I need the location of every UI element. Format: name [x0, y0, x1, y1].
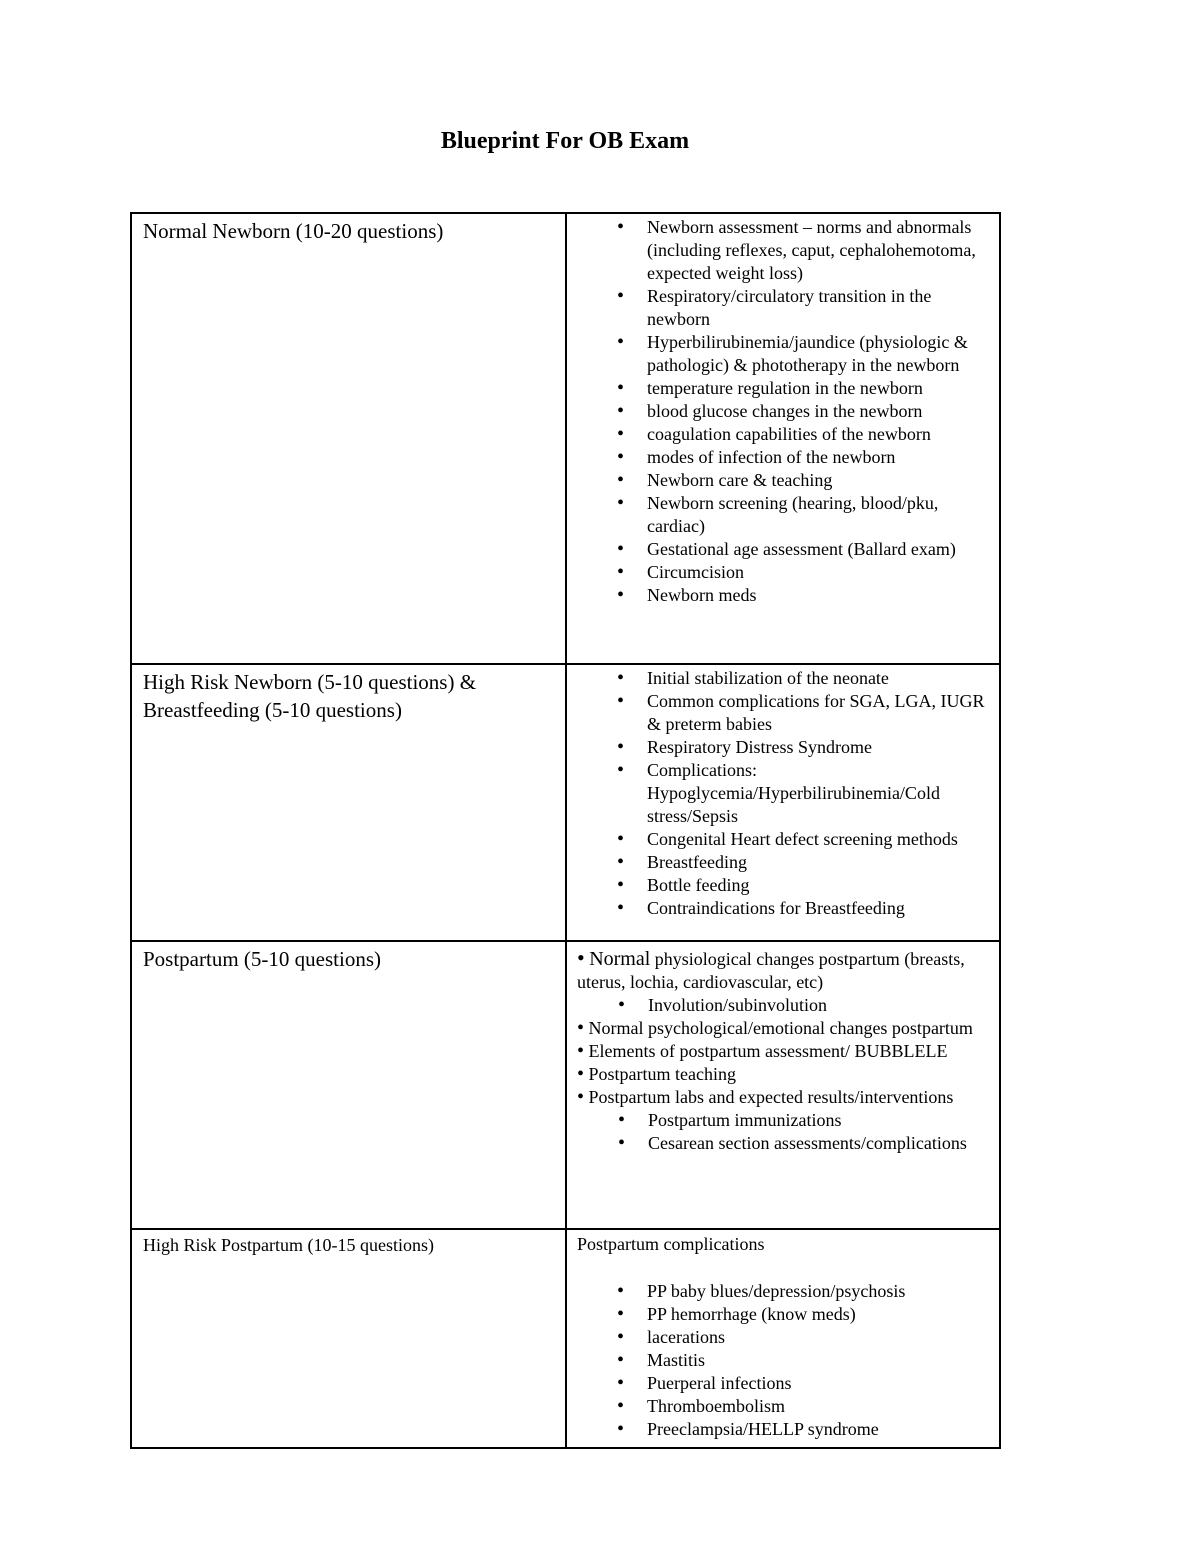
bullet-icon: •: [577, 1063, 585, 1085]
list-item: • Bottle feeding: [567, 874, 989, 897]
list-item: • Thromboembolism: [567, 1395, 989, 1418]
list-item: • Postpartum immunizations: [577, 1109, 989, 1132]
topic-label: Normal Newborn (10-20 questions): [143, 219, 444, 243]
content-cell: [566, 213, 1000, 664]
content-list: [567, 665, 999, 920]
item-text: Postpartum labs and expected results/interventions: [588, 1087, 954, 1107]
list-item: • Newborn care & teaching: [567, 469, 989, 492]
bullet-icon: •: [577, 1017, 585, 1039]
topic-label: High Risk Newborn (5-10 questions) & Breastfeeding (5-10 questions): [143, 670, 477, 722]
list-item: • Complications: Hypoglycemia/Hyperbilirubinemia/Cold stress/Sepsis: [567, 759, 989, 828]
item-lead-word: Normal: [589, 948, 651, 970]
list-item: • Contraindications for Breastfeeding: [567, 897, 989, 920]
topic-cell: [131, 941, 566, 1229]
topic-cell: [131, 664, 566, 941]
list-item: • Breastfeeding: [567, 851, 989, 874]
table-row: [131, 213, 1000, 664]
list-item: • Circumcision: [567, 561, 989, 584]
list-item: • Puerperal infections: [567, 1372, 989, 1395]
topic-label: High Risk Postpartum (10-15 questions): [143, 1235, 434, 1255]
blueprint-table: [130, 212, 1001, 1449]
list-item: • Common complications for SGA, LGA, IUGR & preterm babies: [567, 690, 989, 736]
list-item: • Hyperbilirubinemia/jaundice (physiologic & pathologic) & phototherapy in the newborn: [567, 331, 989, 377]
list-item: • PP hemorrhage (know meds): [567, 1303, 989, 1326]
list-item: • Respiratory/circulatory transition in the newborn: [567, 285, 989, 331]
item-text: Elements of postpartum assessment/ BUBBLELE: [588, 1041, 948, 1061]
list-item: • Newborn meds: [567, 584, 989, 607]
list-item: • modes of infection of the newborn: [567, 446, 989, 469]
list-item: • lacerations: [567, 1326, 989, 1349]
content-list: [567, 214, 999, 607]
list-item: • Involution/subinvolution: [577, 994, 989, 1017]
list-item: • coagulation capabilities of the newborn: [567, 423, 989, 446]
section-heading: Postpartum complications: [577, 1234, 765, 1254]
bullet-icon: •: [577, 1040, 585, 1062]
list-item: [577, 1063, 989, 1086]
topic-cell: [131, 213, 566, 664]
list-item: • Gestational age assessment (Ballard exam): [567, 538, 989, 561]
table-row: [131, 1229, 1000, 1448]
bullet-icon: •: [577, 945, 585, 970]
list-item: [577, 1017, 989, 1040]
list-item: • Mastitis: [567, 1349, 989, 1372]
topic-label: Postpartum (5-10 questions): [143, 947, 381, 971]
list-item: • Cesarean section assessments/complications: [577, 1132, 989, 1155]
content-cell: [566, 664, 1000, 941]
content-list: [567, 942, 999, 1155]
list-item: • blood glucose changes in the newborn: [567, 400, 989, 423]
list-item: [577, 1040, 989, 1063]
list-item: • temperature regulation in the newborn: [567, 377, 989, 400]
content-cell: [566, 1229, 1000, 1448]
sub-list: [577, 1109, 989, 1155]
list-item: • Respiratory Distress Syndrome: [567, 736, 989, 759]
list-item: • Congenital Heart defect screening methods: [567, 828, 989, 851]
item-text: Postpartum teaching: [588, 1064, 736, 1084]
topic-cell: [131, 1229, 566, 1448]
item-text: physiological changes postpartum (breasts, uterus, lochia, cardiovascular, etc): [577, 949, 965, 992]
list-item: • Preeclampsia/HELLP syndrome: [567, 1418, 989, 1441]
bullet-icon: •: [577, 1086, 585, 1108]
content-list: [567, 1280, 999, 1441]
table-row: [131, 664, 1000, 941]
content-cell: [566, 941, 1000, 1229]
item-text: Normal psychological/emotional changes postpartum: [588, 1018, 973, 1038]
list-item: • Initial stabilization of the neonate: [567, 667, 989, 690]
list-item: • PP baby blues/depression/psychosis: [567, 1280, 989, 1303]
list-item: [577, 1086, 989, 1109]
list-item: • Newborn assessment – norms and abnormals (including reflexes, caput, cephalohemotoma, expected weight loss): [567, 216, 989, 285]
sub-list: [577, 994, 989, 1017]
document-title: Blueprint For OB Exam: [440, 128, 690, 154]
list-item: [577, 946, 989, 994]
list-item: • Newborn screening (hearing, blood/pku, cardiac): [567, 492, 989, 538]
table-row: [131, 941, 1000, 1229]
